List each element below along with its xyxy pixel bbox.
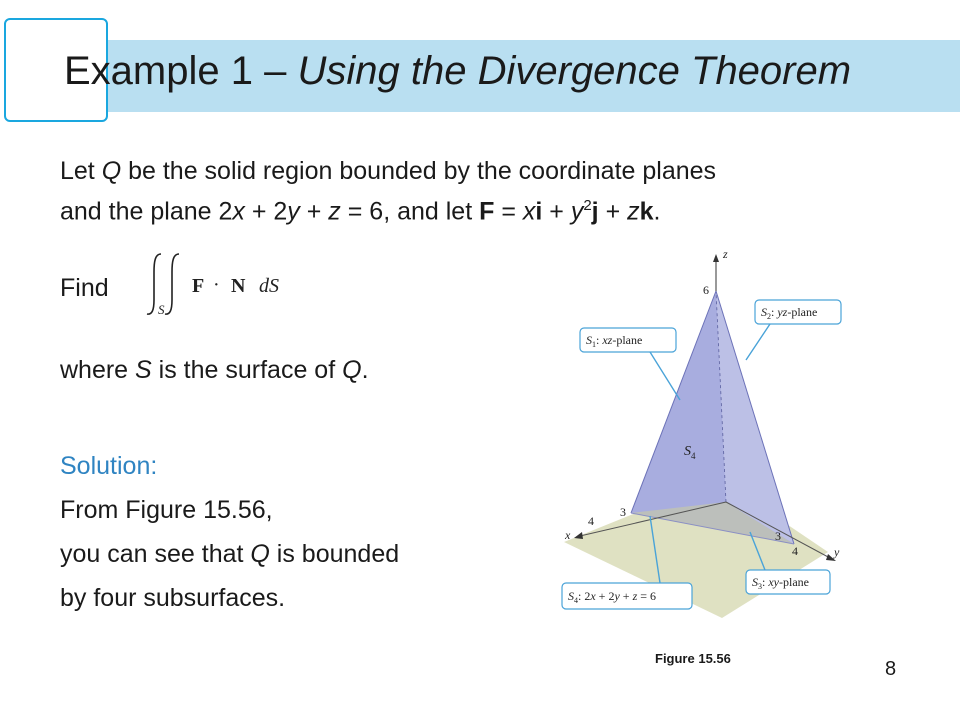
text: + <box>542 197 571 226</box>
text: is bounded <box>269 540 400 568</box>
text: and the plane 2 <box>60 197 233 226</box>
region-label-s4: $S_4$ <box>684 444 696 461</box>
callout-s1-text: $S_1$: xz-plane <box>586 333 643 349</box>
callout-s4-text: $S_4$: 2x + 2y + z = 6 <box>568 589 657 605</box>
unit-j: j <box>591 197 599 226</box>
callout-s1-pointer <box>650 352 680 400</box>
text: = <box>494 197 523 226</box>
var-Q: Q <box>250 540 270 568</box>
var-S: S <box>135 356 152 384</box>
unit-k: k <box>639 197 654 226</box>
dot-operator: · <box>213 274 220 296</box>
integral-sign-2 <box>165 254 179 314</box>
text: is the surface of <box>151 356 343 384</box>
page-number: 8 <box>885 658 897 680</box>
text: . <box>361 356 369 384</box>
text: + <box>598 197 628 226</box>
solution-line-3: by four subsurfaces. <box>60 584 286 612</box>
z-axis-arrow <box>713 254 719 262</box>
problem-line-where <box>60 353 369 387</box>
vector-F: F <box>192 275 205 297</box>
tick-z-6: 6 <box>703 283 709 297</box>
vector-F: F <box>479 197 495 226</box>
callout-s2-text: $S_2$: yz-plane <box>761 305 818 321</box>
figure-15-56 <box>550 240 850 630</box>
text: + <box>299 197 329 226</box>
text: . <box>653 197 661 226</box>
var-Q: Q <box>101 157 122 185</box>
callout-s2-pointer <box>746 324 770 360</box>
var-z: z <box>627 197 640 226</box>
problem-line-1 <box>60 154 716 188</box>
axis-label-z: z <box>723 247 728 261</box>
integral-lower-limit: S <box>158 302 165 317</box>
text: be the solid region bounded by the coordinate planes <box>121 157 717 185</box>
surface-integral <box>140 250 300 322</box>
normal-vector-N: N <box>231 275 246 297</box>
callout-s3-text: $S_3$: xy-plane <box>752 575 809 591</box>
text: + 2 <box>244 197 288 226</box>
var-z: z <box>328 197 341 226</box>
tick-x-3: 3 <box>620 505 626 519</box>
axis-label-x: x <box>565 528 571 542</box>
text: where <box>60 356 136 384</box>
solution-line-2 <box>60 537 399 571</box>
var-Q: Q <box>342 356 362 384</box>
axis-label-y: y <box>834 545 840 559</box>
solution-line-1: From Figure 15.56, <box>60 496 273 524</box>
slide-title <box>64 48 851 94</box>
tick-y-4: 4 <box>792 544 798 558</box>
figure-caption: Figure 15.56 <box>655 651 731 666</box>
tick-x-4: 4 <box>588 514 594 528</box>
unit-i: i <box>535 197 543 226</box>
solution-heading: Solution: <box>60 452 158 480</box>
problem-line-2 <box>60 189 660 228</box>
text: = 6, and let <box>340 197 480 226</box>
var-x: x <box>232 197 245 226</box>
text: you can see that <box>60 540 251 568</box>
var-y: y <box>287 197 300 226</box>
var-y: y <box>570 197 584 226</box>
slide-title-prefix: Example 1 – <box>64 49 298 93</box>
exponent: 2 <box>583 197 592 214</box>
tick-y-3: 3 <box>775 529 781 543</box>
text: Let <box>60 157 102 185</box>
differential-dS: dS <box>259 275 279 297</box>
slide-title-italic: Using the Divergence Theorem <box>297 49 852 93</box>
var-x: x <box>522 197 536 226</box>
find-label: Find <box>60 274 109 302</box>
x-axis-arrow <box>574 532 583 539</box>
